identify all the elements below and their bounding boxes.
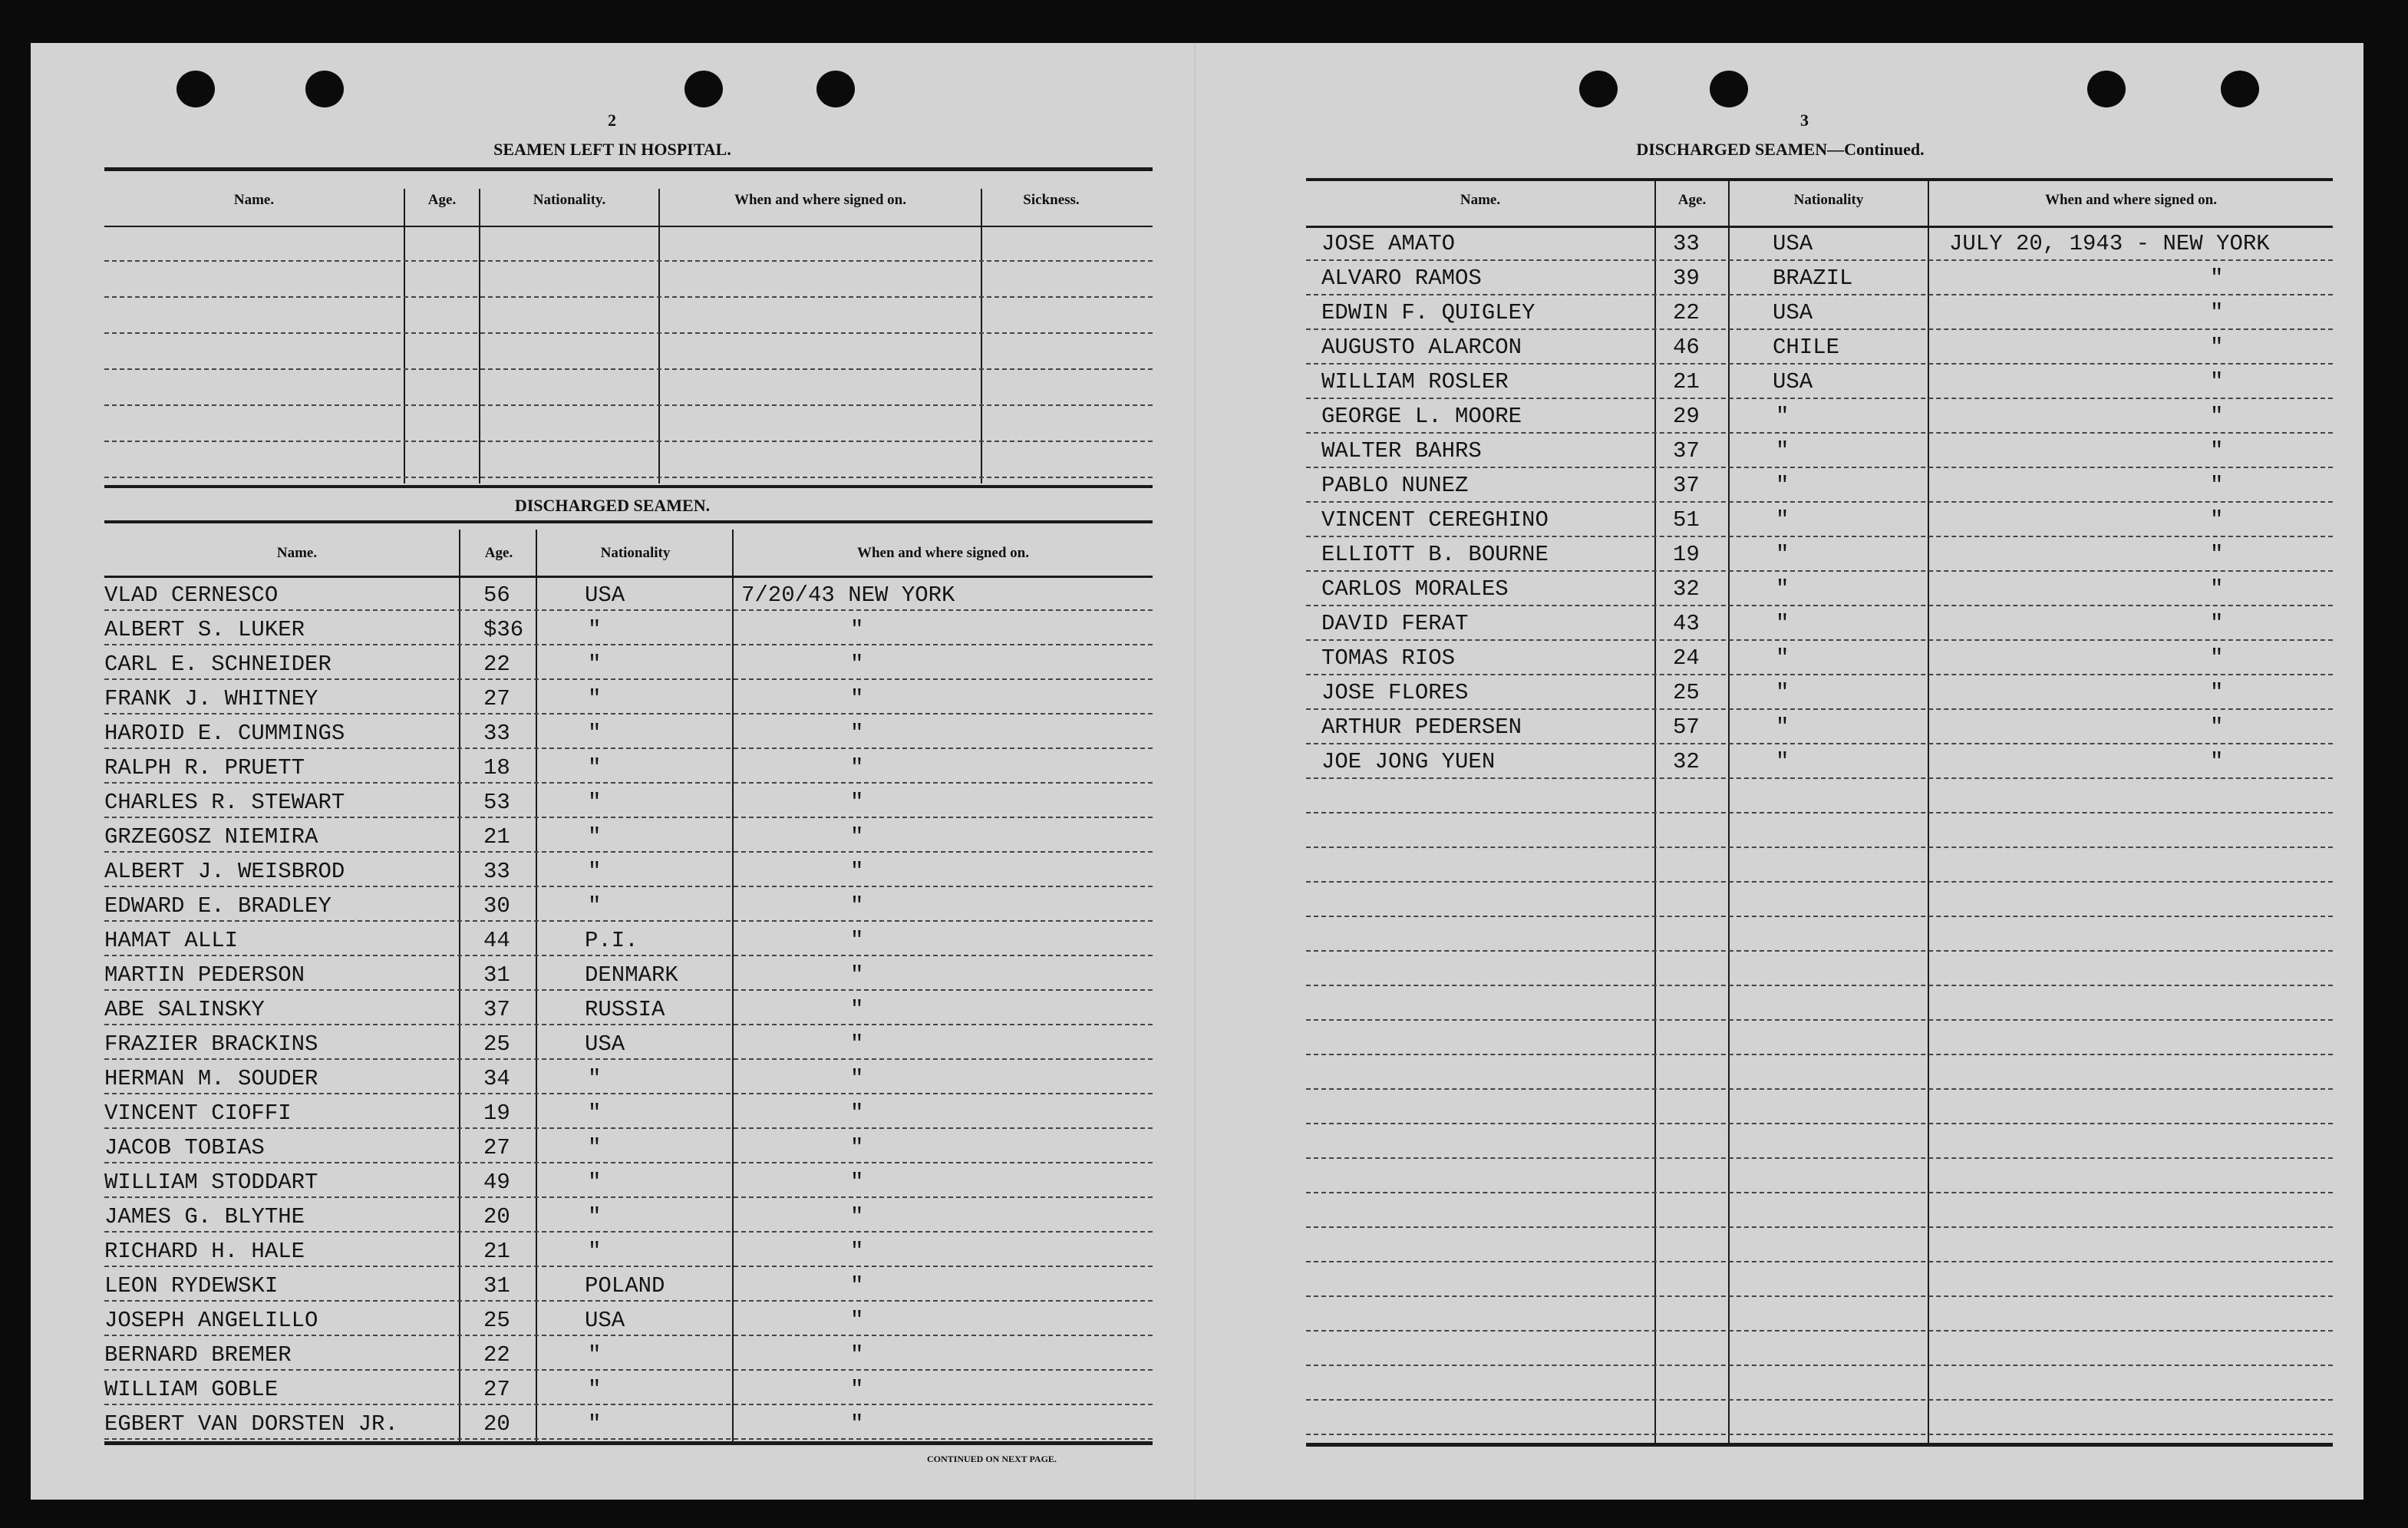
- signed-on: ": [2210, 335, 2224, 360]
- signed-on: ": [850, 1170, 864, 1195]
- seaman-age: 27: [483, 686, 510, 711]
- seaman-nationality: ": [588, 617, 602, 642]
- seaman-name: EDWARD E. BRADLEY: [104, 893, 332, 919]
- seaman-age: 37: [1673, 438, 1700, 464]
- seaman-nationality: USA: [1773, 369, 1813, 394]
- seaman-name: JOSE AMATO: [1321, 231, 1456, 256]
- row-rule: [104, 441, 1153, 442]
- seaman-age: 22: [483, 1342, 510, 1368]
- seaman-name: RALPH R. PRUETT: [104, 755, 305, 781]
- seaman-name: JOSEPH ANGELILLO: [104, 1308, 318, 1333]
- row-rule: [1306, 743, 2333, 744]
- continued-note: CONTINUED ON NEXT PAGE.: [927, 1454, 1057, 1464]
- seaman-nationality: ": [1776, 576, 1790, 602]
- seaman-nationality: ": [1776, 680, 1790, 705]
- row-rule: [1306, 1192, 2333, 1193]
- seaman-nationality: ": [1776, 749, 1790, 774]
- row-rule: [1306, 1088, 2333, 1090]
- manifest-sheet: [31, 43, 2363, 1500]
- row-rule: [104, 368, 1153, 370]
- row-rule: [1306, 536, 2333, 537]
- seaman-name: HERMAN M. SOUDER: [104, 1066, 318, 1091]
- row-rule: [104, 678, 1153, 680]
- header-rule: [104, 576, 1153, 578]
- signed-on: ": [850, 1411, 864, 1437]
- seaman-nationality: ": [1776, 473, 1790, 498]
- seaman-age: 56: [483, 582, 510, 608]
- seaman-name: MARTIN PEDERSON: [104, 962, 305, 988]
- seaman-age: 46: [1673, 335, 1700, 360]
- seaman-name: JACOB TOBIAS: [104, 1135, 265, 1160]
- punch-hole: [1579, 71, 1618, 107]
- row-rule: [1306, 1295, 2333, 1297]
- row-rule: [104, 920, 1153, 922]
- row-rule: [104, 713, 1153, 714]
- seaman-name: CHARLES R. STEWART: [104, 790, 345, 815]
- seaman-name: VINCENT CEREGHINO: [1321, 507, 1549, 533]
- seaman-name: FRAZIER BRACKINS: [104, 1031, 318, 1057]
- signed-on: ": [850, 1066, 864, 1091]
- seaman-name: JAMES G. BLYTHE: [104, 1204, 305, 1229]
- seaman-nationality: ": [588, 1101, 602, 1126]
- seaman-name: WILLIAM GOBLE: [104, 1377, 279, 1402]
- seaman-age: 43: [1673, 611, 1700, 636]
- row-rule: [104, 1093, 1153, 1094]
- signed-on: ": [2210, 749, 2224, 774]
- row-rule: [104, 851, 1153, 853]
- seaman-name: WILLIAM ROSLER: [1321, 369, 1509, 394]
- column-header: When and where signed on.: [2044, 192, 2217, 208]
- seaman-nationality: ": [1776, 611, 1790, 636]
- seaman-age: 33: [483, 721, 510, 746]
- seaman-age: 27: [483, 1135, 510, 1160]
- signed-on: 7/20/43 NEW YORK: [741, 582, 955, 608]
- seaman-nationality: USA: [585, 582, 625, 608]
- row-rule: [104, 404, 1153, 406]
- signed-on: ": [850, 1239, 864, 1264]
- seaman-name: WALTER BAHRS: [1321, 438, 1482, 464]
- seaman-name: ELLIOTT B. BOURNE: [1321, 542, 1549, 567]
- column-divider: [536, 530, 537, 1443]
- signed-on: ": [850, 617, 864, 642]
- seaman-age: 19: [1673, 542, 1700, 567]
- row-rule: [104, 747, 1153, 749]
- row-rule: [104, 609, 1153, 611]
- signed-on: ": [850, 1101, 864, 1126]
- row-rule: [104, 1127, 1153, 1129]
- row-rule: [1306, 1365, 2333, 1366]
- seaman-nationality: ": [1776, 438, 1790, 464]
- seaman-name: JOSE FLORES: [1321, 680, 1469, 705]
- seaman-age: 29: [1673, 404, 1700, 429]
- row-rule: [1306, 881, 2333, 883]
- table-top-rule: [104, 167, 1153, 171]
- page-number: 3: [1800, 111, 1809, 130]
- seaman-age: $36: [483, 617, 524, 642]
- seaman-name: WILLIAM STODDART: [104, 1170, 318, 1195]
- seaman-age: 39: [1673, 266, 1700, 291]
- row-rule: [1306, 259, 2333, 261]
- row-rule: [1306, 1123, 2333, 1124]
- column-header: Name.: [1460, 192, 1501, 208]
- column-header: Name.: [233, 192, 275, 208]
- signed-on: ": [850, 790, 864, 815]
- row-rule: [104, 644, 1153, 645]
- column-divider: [981, 189, 982, 483]
- seaman-age: 30: [483, 893, 510, 919]
- signed-on: ": [2210, 473, 2224, 498]
- signed-on: ": [2210, 438, 2224, 464]
- signed-on: ": [850, 824, 864, 850]
- seaman-age: 20: [483, 1204, 510, 1229]
- seaman-nationality: ": [1776, 542, 1790, 567]
- column-header: When and where signed on.: [856, 545, 1029, 561]
- section-rule: [104, 485, 1153, 488]
- signed-on: ": [850, 859, 864, 884]
- punch-hole: [1710, 71, 1748, 107]
- row-rule: [1306, 328, 2333, 330]
- row-rule: [1306, 708, 2333, 710]
- column-header: Sickness.: [1023, 192, 1080, 208]
- row-rule: [1306, 847, 2333, 848]
- seaman-nationality: ": [1776, 645, 1790, 671]
- row-rule: [104, 955, 1153, 956]
- row-rule: [1306, 1054, 2333, 1055]
- row-rule: [1306, 605, 2333, 606]
- column-header: Age.: [1677, 192, 1707, 208]
- seaman-nationality: ": [588, 1377, 602, 1402]
- seaman-age: 22: [483, 652, 510, 677]
- punch-hole: [816, 71, 855, 107]
- row-rule: [104, 989, 1153, 991]
- seaman-nationality: ": [1776, 404, 1790, 429]
- seaman-name: DAVID FERAT: [1321, 611, 1469, 636]
- seaman-age: 33: [483, 859, 510, 884]
- seaman-age: 24: [1673, 645, 1700, 671]
- seaman-age: 19: [483, 1101, 510, 1126]
- seaman-nationality: ": [588, 1135, 602, 1160]
- seaman-nationality: CHILE: [1773, 335, 1840, 360]
- seaman-age: 57: [1673, 714, 1700, 740]
- signed-on: ": [2210, 507, 2224, 533]
- row-rule: [104, 817, 1153, 818]
- seaman-name: ALVARO RAMOS: [1321, 266, 1482, 291]
- signed-on: ": [850, 686, 864, 711]
- seaman-nationality: USA: [585, 1031, 625, 1057]
- column-header: Name.: [276, 545, 318, 561]
- row-rule: [1306, 294, 2333, 295]
- punch-hole: [176, 71, 215, 107]
- signed-on: ": [850, 1377, 864, 1402]
- signed-on: ": [2210, 611, 2224, 636]
- signed-on: ": [2210, 645, 2224, 671]
- seaman-nationality: USA: [1773, 300, 1813, 325]
- seaman-age: 51: [1673, 507, 1700, 533]
- table-bottom-rule: [1306, 1443, 2333, 1447]
- seaman-name: ALBERT S. LUKER: [104, 617, 305, 642]
- seaman-name: HAROID E. CUMMINGS: [104, 721, 345, 746]
- page-number: 2: [608, 111, 616, 130]
- row-rule: [1306, 570, 2333, 572]
- signed-on: JULY 20, 1943 - NEW YORK: [1949, 231, 2270, 256]
- seaman-nationality: ": [588, 652, 602, 677]
- row-rule: [1306, 985, 2333, 986]
- column-header: Nationality: [1793, 192, 1864, 208]
- row-rule: [1306, 432, 2333, 434]
- signed-on: ": [850, 962, 864, 988]
- seaman-age: 21: [483, 824, 510, 850]
- seaman-nationality: ": [588, 824, 602, 850]
- seaman-name: CARL E. SCHNEIDER: [104, 652, 332, 677]
- row-rule: [104, 1196, 1153, 1198]
- seaman-nationality: ": [588, 893, 602, 919]
- signed-on: ": [850, 928, 864, 953]
- seaman-nationality: BRAZIL: [1773, 266, 1853, 291]
- seaman-age: 37: [1673, 473, 1700, 498]
- signed-on: ": [850, 1204, 864, 1229]
- signed-on: ": [850, 1031, 864, 1057]
- punch-hole: [2087, 71, 2126, 107]
- seaman-nationality: ": [588, 1204, 602, 1229]
- seaman-age: 25: [1673, 680, 1700, 705]
- signed-on: ": [2210, 266, 2224, 291]
- row-rule: [1306, 812, 2333, 814]
- row-rule: [1306, 467, 2333, 468]
- row-rule: [1306, 1434, 2333, 1435]
- hospital-title: SEAMEN LEFT IN HOSPITAL.: [493, 140, 731, 159]
- row-rule: [1306, 674, 2333, 675]
- seaman-nationality: ": [588, 859, 602, 884]
- row-rule: [104, 1369, 1153, 1371]
- seaman-nationality: ": [588, 1239, 602, 1264]
- seaman-age: 34: [483, 1066, 510, 1091]
- seaman-nationality: ": [588, 755, 602, 781]
- row-rule: [1306, 1019, 2333, 1021]
- signed-on: ": [850, 1308, 864, 1333]
- column-divider: [732, 530, 734, 1443]
- seaman-name: LEON RYDEWSKI: [104, 1273, 279, 1299]
- seaman-name: CARLOS MORALES: [1321, 576, 1509, 602]
- signed-on: ": [2210, 404, 2224, 429]
- row-rule: [1306, 363, 2333, 365]
- seaman-name: FRANK J. WHITNEY: [104, 686, 318, 711]
- row-rule: [104, 332, 1153, 334]
- seaman-nationality: ": [588, 1170, 602, 1195]
- seaman-nationality: USA: [1773, 231, 1813, 256]
- row-rule: [1306, 501, 2333, 503]
- seaman-nationality: ": [588, 686, 602, 711]
- row-rule: [104, 1162, 1153, 1163]
- table-bottom-rule: [104, 1441, 1153, 1445]
- seaman-age: 53: [483, 790, 510, 815]
- seaman-nationality: DENMARK: [585, 962, 678, 988]
- seaman-name: HAMAT ALLI: [104, 928, 239, 953]
- seaman-age: 21: [1673, 369, 1700, 394]
- left-page: [31, 43, 1194, 1500]
- signed-on: ": [850, 1273, 864, 1299]
- row-rule: [104, 782, 1153, 784]
- row-rule: [104, 1335, 1153, 1336]
- row-rule: [104, 1024, 1153, 1025]
- seaman-name: VINCENT CIOFFI: [104, 1101, 292, 1126]
- signed-on: ": [850, 997, 864, 1022]
- table-top-rule: [104, 520, 1153, 523]
- seaman-age: 44: [483, 928, 510, 953]
- column-divider: [479, 189, 480, 483]
- signed-on: ": [2210, 680, 2224, 705]
- row-rule: [104, 1058, 1153, 1060]
- punch-hole: [2221, 71, 2259, 107]
- seaman-nationality: ": [588, 790, 602, 815]
- seaman-nationality: ": [1776, 507, 1790, 533]
- seaman-name: JOE JONG YUEN: [1321, 749, 1496, 774]
- signed-on: ": [2210, 542, 2224, 567]
- seaman-nationality: ": [588, 1066, 602, 1091]
- row-rule: [104, 1266, 1153, 1267]
- signed-on: ": [2210, 714, 2224, 740]
- seaman-nationality: USA: [585, 1308, 625, 1333]
- header-rule: [1306, 226, 2333, 228]
- seaman-age: 32: [1673, 749, 1700, 774]
- row-rule: [104, 477, 1153, 478]
- seaman-name: GEORGE L. MOORE: [1321, 404, 1522, 429]
- table-top-rule: [1306, 178, 2333, 181]
- column-header: Age.: [427, 192, 457, 208]
- row-rule: [1306, 398, 2333, 399]
- seaman-age: 31: [483, 962, 510, 988]
- seaman-age: 33: [1673, 231, 1700, 256]
- row-rule: [104, 1404, 1153, 1405]
- seaman-name: ALBERT J. WEISBROD: [104, 859, 345, 884]
- signed-on: ": [850, 652, 864, 677]
- signed-on: ": [2210, 369, 2224, 394]
- seaman-nationality: POLAND: [585, 1273, 665, 1299]
- column-header: Nationality.: [533, 192, 606, 208]
- row-rule: [1306, 1226, 2333, 1228]
- punch-hole: [684, 71, 723, 107]
- header-rule: [104, 226, 1153, 227]
- punch-hole: [305, 71, 344, 107]
- seaman-nationality: P.I.: [585, 928, 638, 953]
- seaman-name: RICHARD H. HALE: [104, 1239, 305, 1264]
- seaman-name: ABE SALINSKY: [104, 997, 265, 1022]
- seaman-name: ARTHUR PEDERSEN: [1321, 714, 1522, 740]
- seaman-age: 32: [1673, 576, 1700, 602]
- seaman-age: 20: [483, 1411, 510, 1437]
- row-rule: [104, 1300, 1153, 1302]
- column-divider: [404, 189, 405, 483]
- signed-on: ": [850, 1135, 864, 1160]
- row-rule: [104, 1231, 1153, 1233]
- seaman-age: 18: [483, 755, 510, 781]
- seaman-age: 37: [483, 997, 510, 1022]
- right-page: [1194, 43, 2365, 1500]
- signed-on: ": [2210, 576, 2224, 602]
- seaman-name: GRZEGOSZ NIEMIRA: [104, 824, 318, 850]
- seaman-nationality: ": [1776, 714, 1790, 740]
- row-rule: [1306, 777, 2333, 779]
- row-rule: [104, 886, 1153, 887]
- row-rule: [1306, 916, 2333, 917]
- seaman-name: EGBERT VAN DORSTEN JR.: [104, 1411, 398, 1437]
- row-rule: [1306, 1399, 2333, 1401]
- signed-on: ": [850, 755, 864, 781]
- column-divider: [459, 530, 460, 1443]
- seaman-name: AUGUSTO ALARCON: [1321, 335, 1522, 360]
- seaman-nationality: RUSSIA: [585, 997, 665, 1022]
- row-rule: [1306, 950, 2333, 952]
- discharged-title: DISCHARGED SEAMEN.: [514, 496, 711, 515]
- seaman-age: 22: [1673, 300, 1700, 325]
- signed-on: ": [850, 893, 864, 919]
- row-rule: [1306, 639, 2333, 641]
- discharged-continued-title: DISCHARGED SEAMEN—Continued.: [1636, 140, 1925, 159]
- seaman-age: 31: [483, 1273, 510, 1299]
- row-rule: [1306, 1330, 2333, 1332]
- row-rule: [1306, 1261, 2333, 1262]
- seaman-name: BERNARD BREMER: [104, 1342, 292, 1368]
- seaman-name: VLAD CERNESCO: [104, 582, 279, 608]
- column-divider: [658, 189, 660, 483]
- column-header: Nationality: [600, 545, 671, 561]
- row-rule: [104, 1438, 1153, 1440]
- seaman-nationality: ": [588, 721, 602, 746]
- column-header: When and where signed on.: [734, 192, 906, 208]
- seaman-age: 25: [483, 1031, 510, 1057]
- row-rule: [1306, 1157, 2333, 1159]
- column-header: Age.: [484, 545, 513, 561]
- row-rule: [104, 296, 1153, 298]
- seaman-age: 49: [483, 1170, 510, 1195]
- seaman-nationality: ": [588, 1342, 602, 1368]
- signed-on: ": [850, 1342, 864, 1368]
- signed-on: ": [850, 721, 864, 746]
- row-rule: [104, 260, 1153, 262]
- signed-on: ": [2210, 300, 2224, 325]
- seaman-name: PABLO NUNEZ: [1321, 473, 1469, 498]
- seaman-age: 25: [483, 1308, 510, 1333]
- seaman-age: 21: [483, 1239, 510, 1264]
- seaman-nationality: ": [588, 1411, 602, 1437]
- seaman-name: EDWIN F. QUIGLEY: [1321, 300, 1536, 325]
- seaman-name: TOMAS RIOS: [1321, 645, 1456, 671]
- seaman-age: 27: [483, 1377, 510, 1402]
